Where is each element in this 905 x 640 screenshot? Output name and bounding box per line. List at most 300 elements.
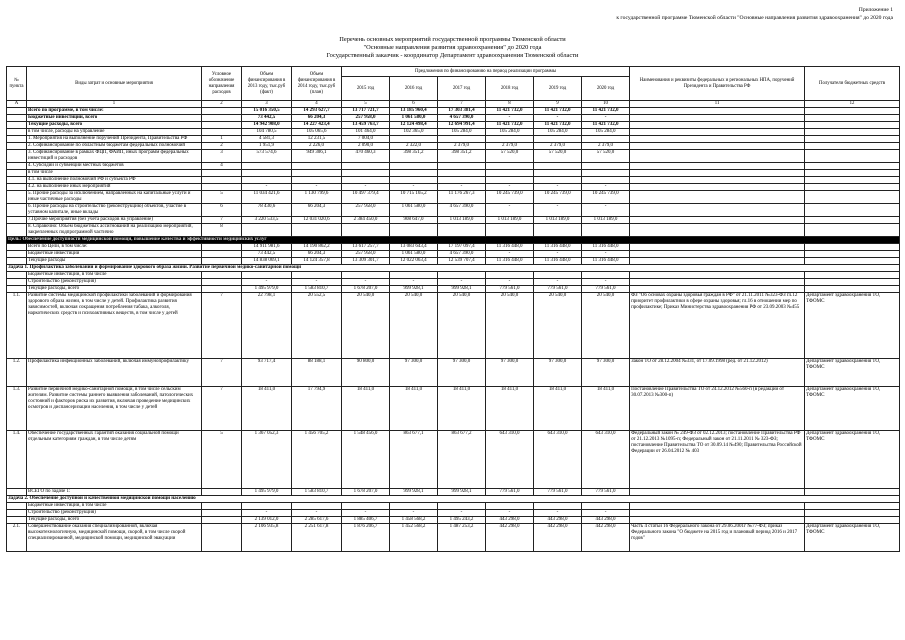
row-value: - xyxy=(534,279,582,286)
row-value: 11 421 732,0 xyxy=(534,108,582,115)
row-value: - xyxy=(582,184,630,191)
row-value xyxy=(438,163,486,170)
row-value: 18 411,0 xyxy=(534,387,582,431)
row-value: 1 678 207,0 xyxy=(342,489,390,496)
row-name: в том числе xyxy=(27,170,202,177)
col-header-2014: Объем финансирования в 2014 году, тыс.руб (план) xyxy=(292,67,342,101)
row-docs xyxy=(630,143,805,150)
row-value: 1 495 979,0 xyxy=(242,489,292,496)
row-docs xyxy=(630,177,805,184)
col-header-docs: Наименования и реквизиты федеральных и региональных НПА, поручений Президента и Правительства РФ xyxy=(630,67,805,101)
row-value: 4 581,3 xyxy=(242,136,292,143)
row-value: 20 540,0 xyxy=(390,293,438,359)
row-value: 4 657 390,0 xyxy=(438,115,486,122)
row-docs xyxy=(630,503,805,510)
table-row xyxy=(7,177,900,184)
row-value: 97 300,0 xyxy=(390,359,438,387)
row-code xyxy=(202,251,242,258)
column-number: 11 xyxy=(630,101,805,108)
row-value: - xyxy=(438,279,486,286)
row-value: 442 298,0 xyxy=(582,524,630,552)
row-value: 1 583 810,7 xyxy=(292,489,342,496)
row-number: 2.1. xyxy=(7,524,27,552)
row-value: 18 411,0 xyxy=(582,387,630,431)
row-name: 4. Субсидии и субвенции местных бюджетов xyxy=(27,163,202,170)
row-code xyxy=(202,129,242,136)
row-value: 1 130 799,6 xyxy=(292,191,342,204)
row-value xyxy=(534,170,582,177)
row-number xyxy=(7,191,27,204)
row-code xyxy=(202,244,242,251)
doc-title-line2: "Основные направления развития здравоохранения" до 2020 года xyxy=(363,44,542,51)
row-value: 863 677,2 xyxy=(438,431,486,489)
row-value: 1 458 568,2 xyxy=(390,517,438,524)
row-value: 105 284,0 xyxy=(534,129,582,136)
row-value: 779 561,0 xyxy=(582,286,630,293)
row-recipient xyxy=(805,279,900,286)
row-value: 97 300,0 xyxy=(582,359,630,387)
row-value xyxy=(438,272,486,279)
row-docs: Закон ТО от 28.12.2004 №331, от 17.09.1998 (ред. от 21.12.2012) xyxy=(630,359,805,387)
row-value: - xyxy=(534,115,582,122)
row-value: 13 309 301,7 xyxy=(342,258,390,265)
row-name: 8. Справочно: Объем бюджетных ассигнований на реализацию мероприятий, закрепленных подпрограммой частично xyxy=(27,224,202,237)
row-value: 14 293 627,7 xyxy=(292,108,342,115)
row-name: Текущие расходы, всего xyxy=(27,517,202,524)
row-value: 573 574,6 xyxy=(242,150,292,163)
row-value xyxy=(342,224,390,237)
row-recipient: Департамент здравоохранения ТО, ТФОМС xyxy=(805,293,900,359)
row-docs xyxy=(630,224,805,237)
row-value: 93 717,4 xyxy=(242,359,292,387)
row-value: 10 715 165,2 xyxy=(390,191,438,204)
row-value: 78 430,6 xyxy=(242,204,292,217)
row-value: 22 798,1 xyxy=(242,293,292,359)
row-value: - xyxy=(486,251,534,258)
row-value: 4 657 390,0 xyxy=(438,204,486,217)
row-value: - xyxy=(582,510,630,517)
row-value: 104 780,5 xyxy=(242,129,292,136)
row-value: 863 677,1 xyxy=(390,431,438,489)
row-value xyxy=(342,177,390,184)
row-value: 14 124 357,8 xyxy=(292,258,342,265)
row-code xyxy=(202,170,242,177)
row-value: 13 083 643,4 xyxy=(390,244,438,251)
row-value: 17 303 381,4 xyxy=(438,108,486,115)
row-name: Развитие первичной медико-санитарной помощи, в том числе сельским жителям. Развитие системы раннего выявления заболеваний, патологических состояний и факторов риска их развития, включая проведение медицинских осмотров и диспансеризации населения, в том числе у детей xyxy=(27,387,202,431)
col-header-2013: Объем финансирования в 2013 году, тыс.руб (факт) xyxy=(242,67,292,101)
row-docs xyxy=(630,489,805,496)
row-value: - xyxy=(534,251,582,258)
row-code xyxy=(202,510,242,517)
row-value: - xyxy=(242,279,292,286)
table-row xyxy=(7,286,900,293)
column-number: 7 xyxy=(438,101,486,108)
row-number xyxy=(7,170,27,177)
col-header-recipient: Получатели бюджетных средств xyxy=(805,67,900,101)
row-name: 3. Софинансирование в рамках ФЦП, ФАИП, иных программ федеральных инвестиций и расходов xyxy=(27,150,202,163)
row-value: 14 838 069,1 xyxy=(242,258,292,265)
table-row xyxy=(7,510,900,517)
row-value: 105 284,0 xyxy=(438,129,486,136)
row-value: 1 061 580,0 xyxy=(390,251,438,258)
row-number xyxy=(7,217,27,224)
row-value: 779 561,0 xyxy=(534,286,582,293)
table-row xyxy=(7,503,900,510)
row-value xyxy=(534,163,582,170)
row-value: 3 220 533,5 xyxy=(242,217,292,224)
row-docs: ФЗ "Об основах охраны здоровья граждан в РФ" от 21.11.2011 №323-ФЗ гл.12 приоритет профилактики в сфере охраны здоровья; гл.16 в отношении мер по профилактике; Приказ Министерства здравоохранения РФ от 23.09.2003 №455 xyxy=(630,293,805,359)
table-row xyxy=(7,279,900,286)
row-name: 1. Мероприятия на выполнение поручений Президента, Правительства РФ xyxy=(27,136,202,143)
row-code: 7 xyxy=(202,387,242,431)
appendix-note xyxy=(553,6,893,22)
table-row xyxy=(7,489,900,496)
row-docs xyxy=(630,108,805,115)
row-recipient xyxy=(805,244,900,251)
row-value xyxy=(292,177,342,184)
row-value xyxy=(582,177,630,184)
task2-band xyxy=(7,496,900,503)
row-value xyxy=(534,224,582,237)
row-recipient xyxy=(805,272,900,279)
column-number: 9 xyxy=(534,101,582,108)
row-code xyxy=(202,503,242,510)
row-recipient xyxy=(805,150,900,163)
row-number xyxy=(7,150,27,163)
row-value: 97 300,0 xyxy=(534,359,582,387)
row-name: 7.Прочие мероприятия (без учета расходов на управление) xyxy=(27,217,202,224)
row-value: 18 411,0 xyxy=(390,387,438,431)
row-docs: Часть 4 статьи 16 Федерального закона от 29.06.2001г №77-ФЗ; приказ Федерального закона "О бюджете на 2015 год и плановый период 2016 и 2017 годов" xyxy=(630,524,805,552)
row-recipient xyxy=(805,163,900,170)
row-value: 12 022 063,4 xyxy=(390,258,438,265)
table-row xyxy=(7,431,900,489)
row-number xyxy=(7,258,27,265)
row-value xyxy=(582,170,630,177)
row-value: 20 540,0 xyxy=(342,293,390,359)
row-docs xyxy=(630,163,805,170)
row-value: 73 442,5 xyxy=(242,251,292,258)
table-row xyxy=(7,108,900,115)
row-value: 11 316 448,0 xyxy=(582,258,630,265)
row-value: 1 452 568,2 xyxy=(390,524,438,552)
row-value: 18 411,0 xyxy=(438,387,486,431)
row-value xyxy=(582,224,630,237)
col-header-2019: 2019 год xyxy=(534,77,582,101)
row-code: 6 xyxy=(202,204,242,217)
row-value: 779 561,0 xyxy=(582,489,630,496)
row-value xyxy=(486,177,534,184)
row-recipient xyxy=(805,191,900,204)
row-docs xyxy=(630,122,805,129)
row-value xyxy=(486,163,534,170)
row-value: 66 204,3 xyxy=(292,251,342,258)
row-value: 11 034 421,6 xyxy=(242,191,292,204)
table-row xyxy=(7,258,900,265)
row-value: 88 188,1 xyxy=(292,359,342,387)
row-value: 643 310,0 xyxy=(534,431,582,489)
row-recipient xyxy=(805,217,900,224)
row-code xyxy=(202,108,242,115)
table-row xyxy=(7,136,900,143)
row-value: 1 876 206,7 xyxy=(342,524,390,552)
table-row xyxy=(7,524,900,552)
row-value xyxy=(342,272,390,279)
row-value: 20 540,0 xyxy=(534,293,582,359)
row-value xyxy=(390,503,438,510)
row-docs xyxy=(630,272,805,279)
row-value: 14 227 423,4 xyxy=(292,122,342,129)
row-value: 66 204,3 xyxy=(292,204,342,217)
row-value: 643 310,0 xyxy=(486,431,534,489)
row-value: 18 411,0 xyxy=(486,387,534,431)
column-number: 5 xyxy=(342,101,390,108)
row-value: 470 460,3 xyxy=(342,150,390,163)
row-value: 13 459 763,7 xyxy=(342,122,390,129)
row-value xyxy=(242,170,292,177)
table-row xyxy=(7,251,900,258)
row-docs xyxy=(630,170,805,177)
row-value: - xyxy=(390,184,438,191)
row-docs xyxy=(630,286,805,293)
row-recipient xyxy=(805,204,900,217)
row-value xyxy=(390,136,438,143)
row-value: 2 384 450,0 xyxy=(342,217,390,224)
row-code: 7 xyxy=(202,359,242,387)
column-number: 8 xyxy=(486,101,534,108)
row-value xyxy=(242,163,292,170)
row-value: 1 013 189,0 xyxy=(438,217,486,224)
row-number xyxy=(7,286,27,293)
row-value: 257 958,0 xyxy=(342,251,390,258)
row-docs xyxy=(630,517,805,524)
row-docs xyxy=(630,136,805,143)
row-value: 2 285 617,6 xyxy=(292,517,342,524)
row-value xyxy=(292,224,342,237)
table-row xyxy=(7,150,900,163)
row-recipient xyxy=(805,115,900,122)
row-value: - xyxy=(342,279,390,286)
table-row xyxy=(7,184,900,191)
row-name: 5. Прочие расходы за исключением, направленных на капитальные услуги и иные частичные расходы xyxy=(27,191,202,204)
row-value: 1 548 456,0 xyxy=(342,431,390,489)
column-number: 12 xyxy=(805,101,900,108)
row-value: 20 552,5 xyxy=(292,293,342,359)
row-name: 4.2. на выполнение иных мероприятий xyxy=(27,184,202,191)
row-value: 17 794,9 xyxy=(292,387,342,431)
row-number xyxy=(7,122,27,129)
row-value xyxy=(292,170,342,177)
row-value: - xyxy=(582,204,630,217)
row-code: 5 xyxy=(202,191,242,204)
row-value: 999 928,1 xyxy=(438,489,486,496)
table-row xyxy=(7,143,900,150)
row-value xyxy=(438,170,486,177)
row-value: 2 090,0 xyxy=(342,143,390,150)
row-value xyxy=(292,163,342,170)
table-row xyxy=(7,129,900,136)
task1-band xyxy=(7,265,900,272)
row-value: 11 316 448,0 xyxy=(486,244,534,251)
table-row xyxy=(7,115,900,122)
row-docs xyxy=(630,279,805,286)
row-value: 443 298,0 xyxy=(486,517,534,524)
row-recipient xyxy=(805,489,900,496)
table-row xyxy=(7,272,900,279)
col-header-no: № пункта xyxy=(7,67,27,101)
row-value: - xyxy=(438,184,486,191)
row-value xyxy=(342,503,390,510)
row-code: 5 xyxy=(202,431,242,489)
table-row xyxy=(7,244,900,251)
row-number xyxy=(7,129,27,136)
row-value: 14 942 908,0 xyxy=(242,122,292,129)
row-name: Бюджетные инвестиции xyxy=(27,251,202,258)
row-value xyxy=(242,177,292,184)
row-value xyxy=(534,503,582,510)
row-value: 908 647,0 xyxy=(390,217,438,224)
row-docs xyxy=(630,204,805,217)
row-value: 2 379,0 xyxy=(534,143,582,150)
table-row xyxy=(7,204,900,217)
col-header-name: Виды затрат и основные мероприятия xyxy=(27,67,202,101)
row-value xyxy=(390,272,438,279)
row-docs: Федеральный закон № 249-ФЗ от 02.12.2013; постановление Правительства РФ от 21.12.2013 №1095-п; Федеральный закон от 21.11.2011 № 323-ФЗ; постановление Правительства ТО от 30.09.14 №490; Правительства Российской Федерации от 26.04.2012 № 403 xyxy=(630,431,805,489)
doc-title-line1: Перечень основных мероприятий государственной программы Тюменской области xyxy=(339,36,566,43)
row-docs xyxy=(630,510,805,517)
row-recipient xyxy=(805,108,900,115)
row-number: 1.2. xyxy=(7,359,27,387)
row-name: Всего по Цели, в том числе: xyxy=(27,244,202,251)
row-value: 102 365,0 xyxy=(390,129,438,136)
row-value: 779 561,0 xyxy=(486,489,534,496)
row-value: 398 351,2 xyxy=(438,150,486,163)
row-docs xyxy=(630,150,805,163)
row-recipient xyxy=(805,251,900,258)
row-value: 14 190 862,2 xyxy=(292,244,342,251)
row-value: 20 540,0 xyxy=(438,293,486,359)
column-number: 4 xyxy=(292,101,342,108)
row-value: 1 495 979,0 xyxy=(242,286,292,293)
col-header-2018: 2018 год xyxy=(486,77,534,101)
row-value: 14 911 981,6 xyxy=(242,244,292,251)
row-value: 2 226,0 xyxy=(292,143,342,150)
row-value: 10 245 739,0 xyxy=(534,191,582,204)
row-value: 1 013 189,0 xyxy=(534,217,582,224)
row-number xyxy=(7,184,27,191)
row-value: 11 176 267,3 xyxy=(438,191,486,204)
col-header-2015: 2015 год xyxy=(342,77,390,101)
row-value: 66 204,3 xyxy=(292,115,342,122)
row-code xyxy=(202,184,242,191)
row-value xyxy=(582,136,630,143)
row-number xyxy=(7,177,27,184)
row-value: 1 495 243,2 xyxy=(438,517,486,524)
row-name: в том числе, расходы на управление xyxy=(27,129,202,136)
row-value: 73 442,5 xyxy=(242,115,292,122)
column-number: 2 xyxy=(202,101,242,108)
column-number: 6 xyxy=(390,101,438,108)
row-value xyxy=(342,163,390,170)
row-code xyxy=(202,272,242,279)
row-docs xyxy=(630,217,805,224)
row-value xyxy=(486,170,534,177)
row-number xyxy=(7,517,27,524)
row-value: 90 800,0 xyxy=(342,359,390,387)
row-recipient xyxy=(805,258,900,265)
row-value xyxy=(390,170,438,177)
row-code xyxy=(202,122,242,129)
row-value: - xyxy=(292,279,342,286)
row-name: Строительство (реконструкция) xyxy=(27,510,202,517)
row-value: 443 298,0 xyxy=(534,517,582,524)
row-code xyxy=(202,489,242,496)
table-row xyxy=(7,163,900,170)
column-number: 1 xyxy=(27,101,202,108)
row-code xyxy=(202,517,242,524)
row-recipient xyxy=(805,224,900,237)
row-code: 8 xyxy=(202,224,242,237)
row-value: 12 124 498,4 xyxy=(390,122,438,129)
row-value: 1 583 810,7 xyxy=(292,286,342,293)
row-value xyxy=(390,163,438,170)
row-value: 105 065,6 xyxy=(292,129,342,136)
row-value: - xyxy=(438,510,486,517)
row-recipient xyxy=(805,129,900,136)
row-name: Строительство (реконструкция) xyxy=(27,279,202,286)
row-name: 4.1. на выполнение полномочий РФ и субъекта РФ xyxy=(27,177,202,184)
row-value: 11 421 732,0 xyxy=(582,108,630,115)
row-value: 10 497 379,4 xyxy=(342,191,390,204)
row-value xyxy=(486,136,534,143)
row-docs xyxy=(630,184,805,191)
row-docs: Постановление Правительства ТО от 24.12.2012 №560-п (в редакции от 30.07.2013 №300-п) xyxy=(630,387,805,431)
row-value: 4 657 390,0 xyxy=(438,251,486,258)
row-value: - xyxy=(342,510,390,517)
row-docs xyxy=(630,129,805,136)
row-docs xyxy=(630,258,805,265)
row-docs xyxy=(630,115,805,122)
row-value: 11 421 732,0 xyxy=(534,122,582,129)
row-value: 779 561,0 xyxy=(534,489,582,496)
row-name: ВСЕГО по задаче 1: xyxy=(27,489,202,496)
row-name: Текущие расходы xyxy=(27,258,202,265)
row-code: 1 xyxy=(202,136,242,143)
row-value: - xyxy=(486,184,534,191)
row-value: - xyxy=(292,184,342,191)
table-row xyxy=(7,224,900,237)
row-value: 17 197 097,4 xyxy=(438,244,486,251)
table-row xyxy=(7,359,900,387)
row-value: 779 561,0 xyxy=(486,286,534,293)
row-recipient xyxy=(805,143,900,150)
row-value: 12 231,5 xyxy=(292,136,342,143)
row-name: Развитие системы медицинской профилактики заболеваний и формирования здорового образа жизни, в том числе у детей. Профилактика развития зависимостей, включая сокращения потребления табака, алкоголя, наркотических средств и психоактивных веществ, в том числе у детей xyxy=(27,293,202,359)
task2-band-text: Задача 2. Обеспечение доступной и качественной медицинской помощи населению xyxy=(7,496,900,503)
row-value: - xyxy=(390,279,438,286)
row-value: 57 520,0 xyxy=(582,150,630,163)
doc-title-line3: Государственный заказчик - координатор Департамент здравоохранения Тюменской области xyxy=(326,52,579,59)
row-value: 257 958,0 xyxy=(342,204,390,217)
row-value: 18 411,0 xyxy=(342,387,390,431)
row-number xyxy=(7,115,27,122)
row-value xyxy=(242,272,292,279)
row-value xyxy=(390,224,438,237)
row-value: - xyxy=(534,204,582,217)
row-value: 12 694 991,4 xyxy=(438,122,486,129)
row-value: 57 520,0 xyxy=(486,150,534,163)
